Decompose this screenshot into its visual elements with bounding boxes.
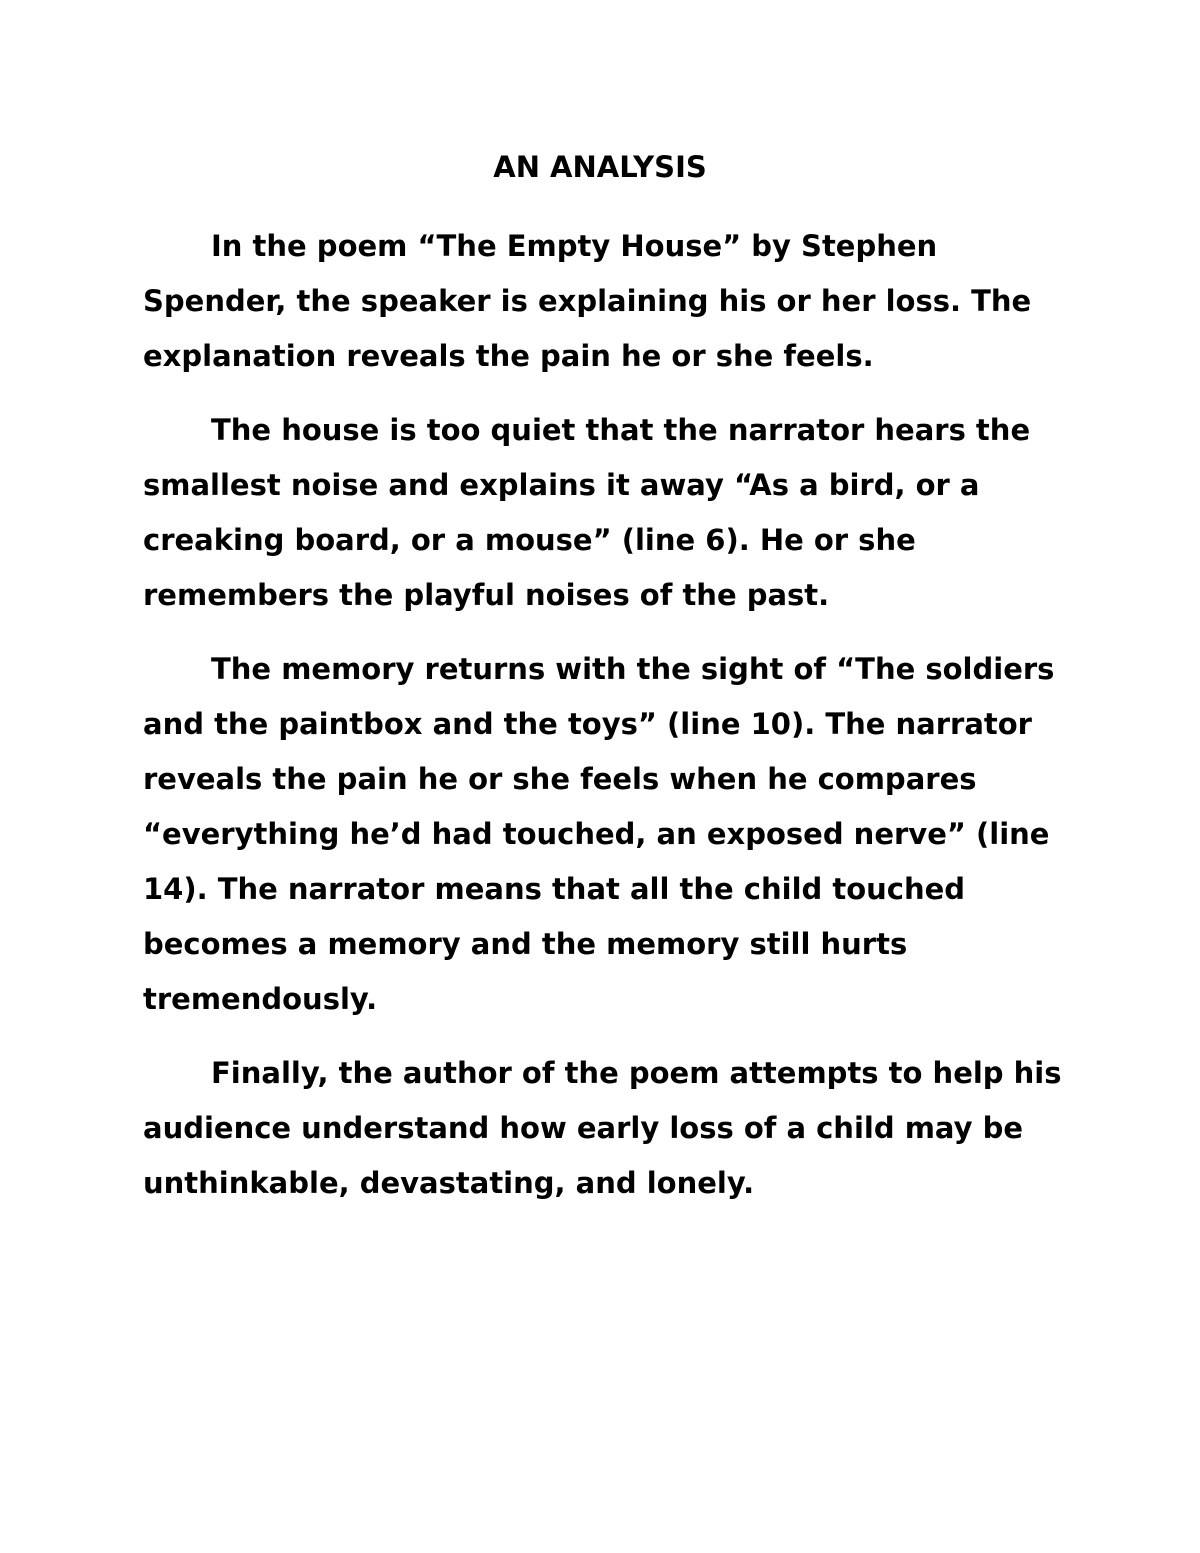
paragraph-line: explanation reveals the pain he or she feels.	[143, 339, 874, 373]
paragraph-line: reveals the pain he or she feels when he compares	[143, 762, 977, 796]
paragraph-4	[143, 1046, 1063, 1211]
paragraph-2	[143, 403, 1063, 623]
paragraph-line: The memory returns with the sight of “The soldiers	[211, 652, 1055, 686]
paragraph-line: Spender, the speaker is explaining his or her loss. The	[143, 284, 1032, 318]
paragraph-line: audience understand how early loss of a child may be	[143, 1111, 1024, 1145]
paragraph-3	[143, 642, 1063, 1027]
paragraph-line: Finally, the author of the poem attempts to help his	[211, 1056, 1062, 1090]
paragraph-line: becomes a memory and the memory still hurts	[143, 927, 908, 961]
document-title: AN ANALYSIS	[493, 150, 707, 184]
paragraph-line: 14). The narrator means that all the child touched	[143, 872, 966, 906]
paragraph-line: creaking board, or a mouse” (line 6). He or she	[143, 523, 916, 557]
paragraph-line: remembers the playful noises of the past.	[143, 578, 830, 612]
paragraph-line: In the poem “The Empty House” by Stephen	[211, 229, 938, 263]
paragraph-line: The house is too quiet that the narrator hears the	[211, 413, 1031, 447]
paragraph-line: unthinkable, devastating, and lonely.	[143, 1166, 755, 1200]
paragraph-line: tremendously.	[143, 982, 378, 1016]
paragraph-1	[143, 219, 1063, 384]
document-body	[143, 219, 1063, 1230]
paragraph-line: “everything he’d had touched, an exposed nerve” (line	[143, 817, 1050, 851]
paragraph-line: and the paintbox and the toys” (line 10). The narrator	[143, 707, 1032, 741]
paragraph-line: smallest noise and explains it away “As a bird, or a	[143, 468, 980, 502]
